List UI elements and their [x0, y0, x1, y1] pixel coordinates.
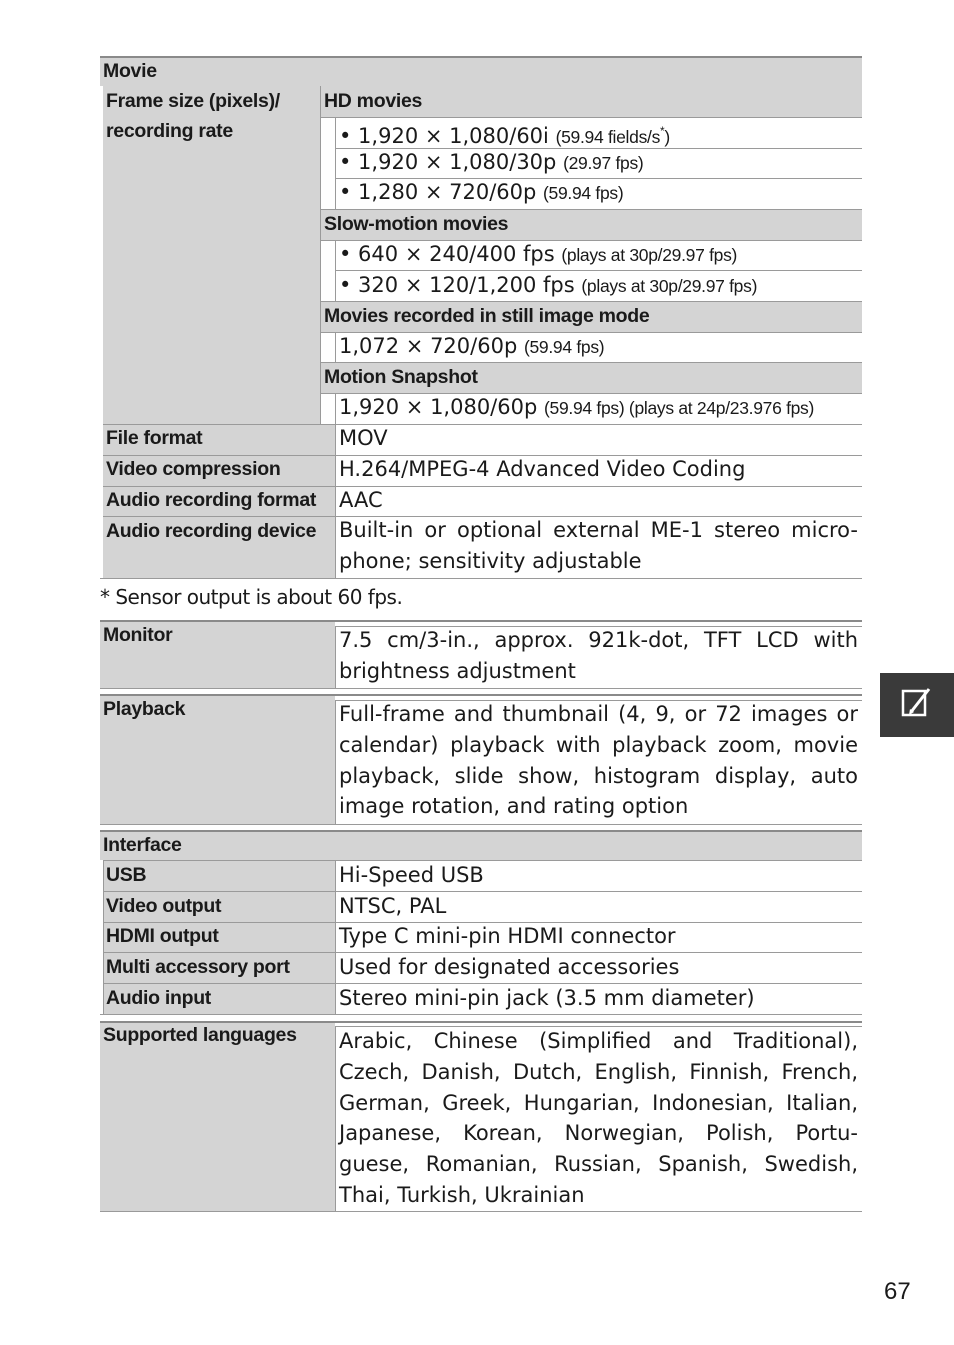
slow-motion-item: • 640 × 240/400 fps (plays at 30p/29.97 fps) — [339, 242, 738, 266]
file-format-value: MOV — [339, 426, 388, 450]
audio-device-value: Built-in or optional external ME-1 stereo micro-phone; sensitivity adjustable — [339, 518, 858, 573]
slow-motion-heading: Slow-motion movies — [321, 210, 862, 240]
usb-value: Hi-Speed USB — [339, 863, 484, 887]
page-number: 67 — [884, 1278, 911, 1305]
frame-size-label-line2: recording rate — [106, 120, 233, 142]
usb-label: USB — [106, 864, 147, 886]
movie-heading: Movie — [100, 58, 862, 86]
video-output-label: Video output — [106, 895, 222, 917]
playback-value: Full-frame and thumbnail (4, 9, or 72 images or calendar) playback with playback zoom, movie playback, slide show, histogram display, auto image rotation, and rating option — [339, 702, 858, 819]
motion-snapshot-item: 1,920 × 1,080/60p (59.94 fps) (plays at 24p/23.976 fps) — [339, 395, 815, 419]
audio-device-label: Audio recording device — [106, 520, 317, 542]
file-format-label: File format — [106, 427, 203, 449]
hdmi-output-value: Type C mini-pin HDMI connector — [339, 924, 676, 948]
video-compression-value: H.264/MPEG-4 Advanced Video Coding — [339, 457, 746, 481]
languages-value: Arabic, Chinese (Simplified and Traditional), Czech, Danish, Dutch, English, Finnish, French, German, Greek, Hungarian, Indonesian, Italian, Japanese, Korean, Norwegian, Polish, Portu-guese, Romanian, Russian, Spanish, Swedish, Thai, Turkish, Ukrainian — [339, 1029, 858, 1207]
hd-movies-heading: HD movies — [321, 86, 862, 117]
audio-input-value: Stereo mini-pin jack (3.5 mm diameter) — [339, 986, 755, 1010]
accessory-port-label: Multi accessory port — [106, 956, 290, 978]
still-mode-item: 1,072 × 720/60p (59.94 fps) — [339, 334, 605, 358]
video-output-value: NTSC, PAL — [339, 894, 447, 918]
hdmi-output-label: HDMI output — [106, 925, 219, 947]
slow-motion-item: • 320 × 120/1,200 fps (plays at 30p/29.97 fps) — [339, 273, 758, 297]
hd-item: • 1,920 × 1,080/60i (59.94 fields/s*) — [339, 124, 670, 148]
hd-item: • 1,920 × 1,080/30p (29.97 fps) — [339, 150, 644, 174]
interface-heading: Interface — [100, 832, 862, 860]
playback-label: Playback — [103, 698, 186, 720]
audio-format-value: AAC — [339, 488, 383, 512]
accessory-port-value: Used for designated accessories — [339, 955, 680, 979]
audio-input-label: Audio input — [106, 987, 211, 1009]
sensor-footnote: * Sensor output is about 60 fps. — [100, 585, 403, 609]
pencil-notebook-icon — [897, 683, 937, 727]
motion-snapshot-heading: Motion Snapshot — [321, 363, 862, 393]
audio-format-label: Audio recording format — [106, 489, 317, 511]
still-mode-heading: Movies recorded in still image mode — [321, 302, 862, 332]
monitor-label: Monitor — [103, 624, 173, 646]
section-tab — [880, 673, 954, 737]
video-compression-label: Video compression — [106, 458, 281, 480]
monitor-value: 7.5 cm/3-in., approx. 921k-dot, TFT LCD with brightness adjustment — [339, 628, 858, 683]
languages-label: Supported languages — [103, 1024, 297, 1046]
hd-item: • 1,280 × 720/60p (59.94 fps) — [339, 180, 624, 204]
frame-size-label-line1: Frame size (pixels)/ — [106, 90, 280, 112]
